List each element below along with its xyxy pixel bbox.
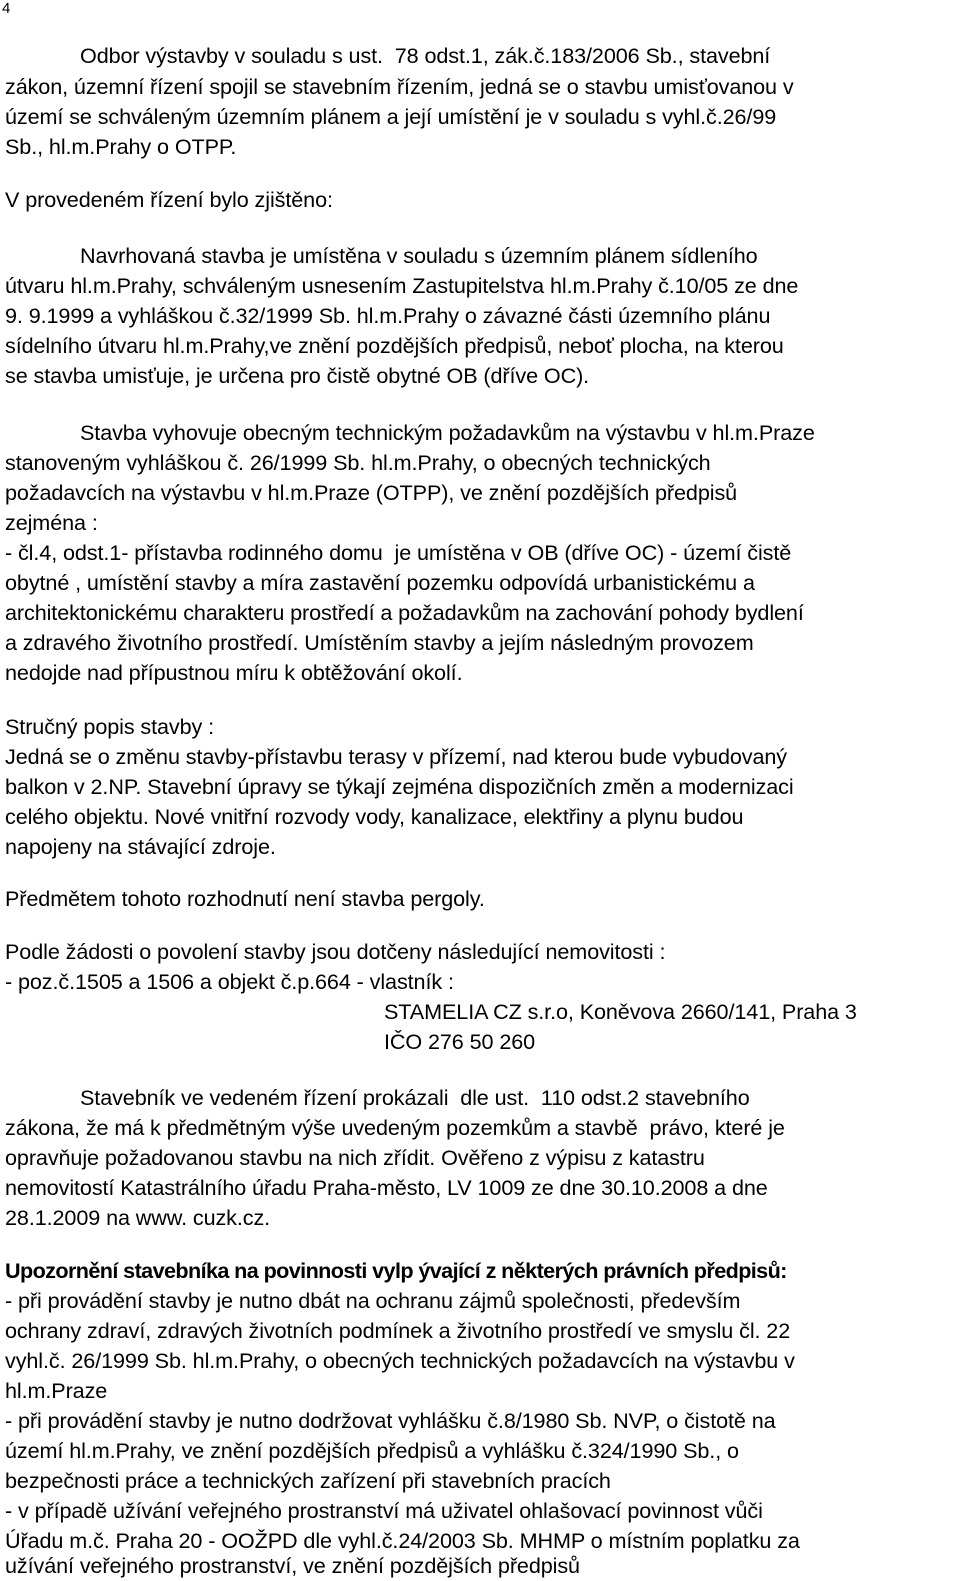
text-line: Podle žádosti o povolení stavby jsou dotčeny následující nemovitosti :	[5, 939, 666, 964]
text-line: Úřadu m.č. Praha 20 - OOŽPD dle vyhl.č.24/2003 Sb. MHMP o místním poplatku za	[5, 1528, 800, 1553]
text-line: napojeny na stávající zdroje.	[5, 834, 276, 859]
text-line: opravňuje požadovanou stavbu na nich zřídit. Ověřeno z výpisu z katastru	[5, 1145, 705, 1170]
text-line: - čl.4, odst.1- přístavba rodinného domu je umístěna v OB (dříve OC) - území čistě	[5, 540, 792, 565]
text-line: - poz.č.1505 a 1506 a objekt č.p.664 - vlastník :	[5, 969, 454, 994]
text-line: - při provádění stavby je nutno dbát na ochranu zájmů společnosti, především	[5, 1288, 741, 1313]
text-line: vyhl.č. 26/1999 Sb. hl.m.Prahy, o obecných technických požadavcích na výstavbu v	[5, 1348, 795, 1373]
text-line: architektonickému charakteru prostředí a požadavkům na zachování pohody bydlení	[5, 600, 804, 625]
text-line: stanoveným vyhláškou č. 26/1999 Sb. hl.m.Prahy, o obecných technických	[5, 450, 711, 475]
section-heading: Upozornění stavebníka na povinnosti vylp ývající z některých právních předpisů:	[5, 1258, 787, 1283]
text-line: nemovitostí Katastrálního úřadu Praha-město, LV 1009 ze dne 30.10.2008 a dne	[5, 1175, 768, 1200]
text-line: Odbor výstavby v souladu s ust. 78 odst.1, zák.č.183/2006 Sb., stavební	[80, 43, 771, 68]
text-line: užívání veřejného prostranství, ve znění pozdějších předpisů	[5, 1553, 580, 1578]
text-line: STAMELIA CZ s.r.o, Koněvova 2660/141, Praha 3	[384, 999, 857, 1024]
text-line: - při provádění stavby je nutno dodržovat vyhlášku č.8/1980 Sb. NVP, o čistotě na	[5, 1408, 776, 1433]
text-line: Navrhovaná stavba je umístěna v souladu s územním plánem sídleního	[80, 243, 758, 268]
text-line: V provedeném řízení bylo zjištěno:	[5, 187, 333, 212]
text-line: obytné , umístění stavby a míra zastavění pozemku odpovídá urbanistickému a	[5, 570, 755, 595]
text-line: zákona, že má k předmětným výše uvedeným pozemkům a stavbě právo, které je	[5, 1115, 785, 1140]
text-line: 28.1.2009 na www. cuzk.cz.	[5, 1205, 271, 1230]
text-line: Sb., hl.m.Prahy o OTPP.	[5, 134, 237, 159]
text-line: hl.m.Praze	[5, 1378, 108, 1403]
text-line: požadavcích na výstavbu v hl.m.Praze (OTPP), ve znění pozdějších předpisů	[5, 480, 738, 505]
text-line: Stručný popis stavby :	[5, 714, 215, 739]
text-line: území hl.m.Prahy, ve znění pozdějších předpisů a vyhlášku č.324/1990 Sb., o	[5, 1438, 739, 1463]
page-number: 4	[2, 0, 11, 17]
text-line: zákon, územní řízení spojil se stavebním řízením, jedná se o stavbu umisťovanou v	[5, 74, 794, 99]
text-line: zejména :	[5, 510, 98, 535]
text-line: 9. 9.1999 a vyhláškou č.32/1999 Sb. hl.m.Prahy o závazné části územního plánu	[5, 303, 771, 328]
text-line: bezpečnosti práce a technických zařízení při stavebních pracích	[5, 1468, 611, 1493]
text-line: Jedná se o změnu stavby-přístavbu terasy v přízemí, nad kterou bude vybudovaný	[5, 744, 787, 769]
text-line: Stavebník ve vedeném řízení prokázali dle ust. 110 odst.2 stavebního	[80, 1085, 750, 1110]
text-line: a zdravého životního prostředí. Umístěním stavby a jejím následným provozem	[5, 630, 754, 655]
text-line: ochrany zdraví, zdravých životních podmínek a životního prostředí ve smyslu čl. 22	[5, 1318, 791, 1343]
text-line: Předmětem tohoto rozhodnutí není stavba pergoly.	[5, 886, 485, 911]
text-line: nedojde nad přípustnou míru k obtěžování okolí.	[5, 660, 463, 685]
text-line: se stavba umisťuje, je určena pro čistě obytné OB (dříve OC).	[5, 363, 590, 388]
text-line: Stavba vyhovuje obecným technickým požadavkům na výstavbu v hl.m.Praze	[80, 420, 815, 445]
text-line: - v případě užívání veřejného prostranství má uživatel ohlašovací povinnost vůči	[5, 1498, 763, 1523]
text-line: balkon v 2.NP. Stavební úpravy se týkají zejména dispozičních změn a modernizaci	[5, 774, 794, 799]
text-line: území se schváleným územním plánem a její umístění je v souladu s vyhl.č.26/99	[5, 104, 777, 129]
text-line: útvaru hl.m.Prahy, schváleným usnesením Zastupitelstva hl.m.Prahy č.10/05 ze dne	[5, 273, 799, 298]
text-line: celého objektu. Nové vnitřní rozvody vody, kanalizace, elektřiny a plynu budou	[5, 804, 744, 829]
text-line: sídelního útvaru hl.m.Prahy,ve znění pozdějších předpisů, neboť plocha, na kterou	[5, 333, 784, 358]
text-line: IČO 276 50 260	[384, 1029, 536, 1054]
